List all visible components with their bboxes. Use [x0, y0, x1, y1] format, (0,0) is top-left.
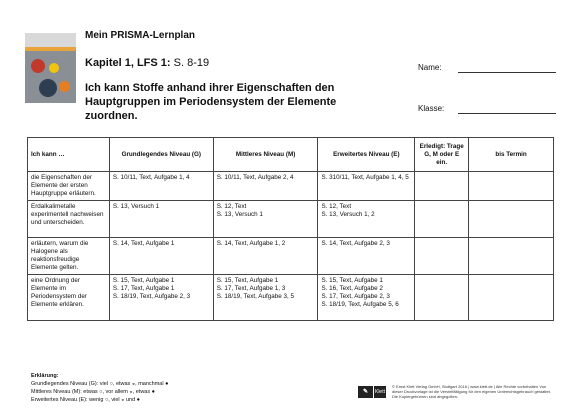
- cell-deadline-input[interactable]: [469, 201, 554, 238]
- cell-g: S. 14, Text, Aufgabe 1: [109, 238, 213, 275]
- header-termin: bis Termin: [469, 138, 554, 172]
- table-row: [28, 275, 554, 321]
- header-grundlegend: Grundlegendes Niveau (G): [109, 138, 213, 172]
- class-field[interactable]: [418, 104, 444, 113]
- header-erledigt: Erledigt: Trage G, M oder E ein.: [415, 138, 469, 172]
- cell-m: S. 15, Text, Aufgabe 1 S. 17, Text, Aufgabe 1, 3 S. 18/19, Text, Aufgabe 3, 5: [213, 275, 318, 321]
- cell-g: S. 15, Text, Aufgabe 1 S. 17, Text, Aufgabe 1 S. 18/19, Text, Aufgabe 2, 3: [109, 275, 213, 321]
- cell-done-input[interactable]: [415, 238, 469, 275]
- cell-done-input[interactable]: [415, 172, 469, 201]
- table-row: [28, 172, 554, 201]
- cell-e: S. 14, Text, Aufgabe 2, 3: [318, 238, 415, 275]
- cell-deadline-input[interactable]: [469, 238, 554, 275]
- chapter-label: Kapitel 1, LFS 1:: [85, 57, 171, 69]
- cell-e: S. 12, Text S. 13, Versuch 1, 2: [318, 201, 415, 238]
- table-header-row: [28, 138, 554, 172]
- legend: [31, 372, 168, 404]
- cell-deadline-input[interactable]: [469, 172, 554, 201]
- cell-can: die Eigenschaften der Elemente der ersten Hauptgruppe erläutern.: [28, 172, 110, 201]
- table-row: [28, 201, 554, 238]
- chapter-heading: [85, 57, 209, 69]
- copyright-text: © Ernst Klett Verlag GmbH, Stuttgart 2016 | www.klett.de | Alle Rechte vorbehalten Von dieser Druckvorlage ist die Vervielfältigung für den eigenen Unterrichtsgebrauch gestattet. Die Kopiergebühren sind abgegolten.: [392, 384, 551, 399]
- name-field[interactable]: [418, 63, 442, 72]
- cell-can: erläutern, warum die Halogene als reaktionsfreudige Elemente gelten.: [28, 238, 110, 275]
- cell-m: S. 14, Text, Aufgabe 1, 2: [213, 238, 318, 275]
- name-label: Name:: [418, 63, 442, 72]
- cell-can: eine Ordnung der Elemente im Periodensystem der Elemente erklären.: [28, 275, 110, 321]
- cell-can: Erdalkalimetalle experimentell nachweisen und unterscheiden.: [28, 201, 110, 238]
- chapter-pages: S. 8-19: [170, 57, 210, 69]
- cell-done-input[interactable]: [415, 275, 469, 321]
- cell-m: S. 10/11, Text, Aufgabe 2, 4: [213, 172, 318, 201]
- header-mittel: Mittleres Niveau (M): [213, 138, 318, 172]
- cell-e: S. 310/11, Text, Aufgabe 1, 4, 5: [318, 172, 415, 201]
- learning-plan-table: [27, 137, 554, 321]
- header-ich-kann: Ich kann …: [28, 138, 110, 172]
- cell-done-input[interactable]: [415, 201, 469, 238]
- class-label: Klasse:: [418, 104, 445, 113]
- legend-line: Grundlegendes Niveau (G): viel ○, etwas ◒, manchmal ●: [31, 381, 169, 387]
- class-line: [458, 113, 556, 114]
- legend-title: Erklärung:: [31, 373, 59, 379]
- table-row: [28, 238, 554, 275]
- klett-logo: Klett: [374, 386, 386, 398]
- legend-line: Mittleres Niveau (M): etwas ○, vor allem ◒, etwas ●: [31, 389, 155, 395]
- cell-g: S. 13, Versuch 1: [109, 201, 213, 238]
- book-cover-image: [25, 33, 76, 103]
- publisher-logo-icon: ✎: [358, 386, 373, 398]
- cell-deadline-input[interactable]: [469, 275, 554, 321]
- header-erweitert: Erweitertes Niveau (E): [318, 138, 415, 172]
- cell-g: S. 10/11, Text, Aufgabe 1, 4: [109, 172, 213, 201]
- cell-e: S. 15, Text, Aufgabe 1 S. 16, Text, Aufgabe 2 S. 17, Text, Aufgabe 2, 3 S. 18/19, Text, Aufgabe 5, 6: [318, 275, 415, 321]
- learning-goal: Ich kann Stoffe anhand ihrer Eigenschaften den Hauptgruppen im Periodensystem der Elemente zuordnen.: [85, 82, 337, 122]
- legend-line: Erweitertes Niveau (E): wenig ○, viel ◒ und ●: [31, 397, 141, 403]
- name-line: [458, 72, 556, 73]
- page-title: Mein PRISMA-Lernplan: [85, 30, 196, 41]
- cell-m: S. 12, Text S. 13, Versuch 1: [213, 201, 318, 238]
